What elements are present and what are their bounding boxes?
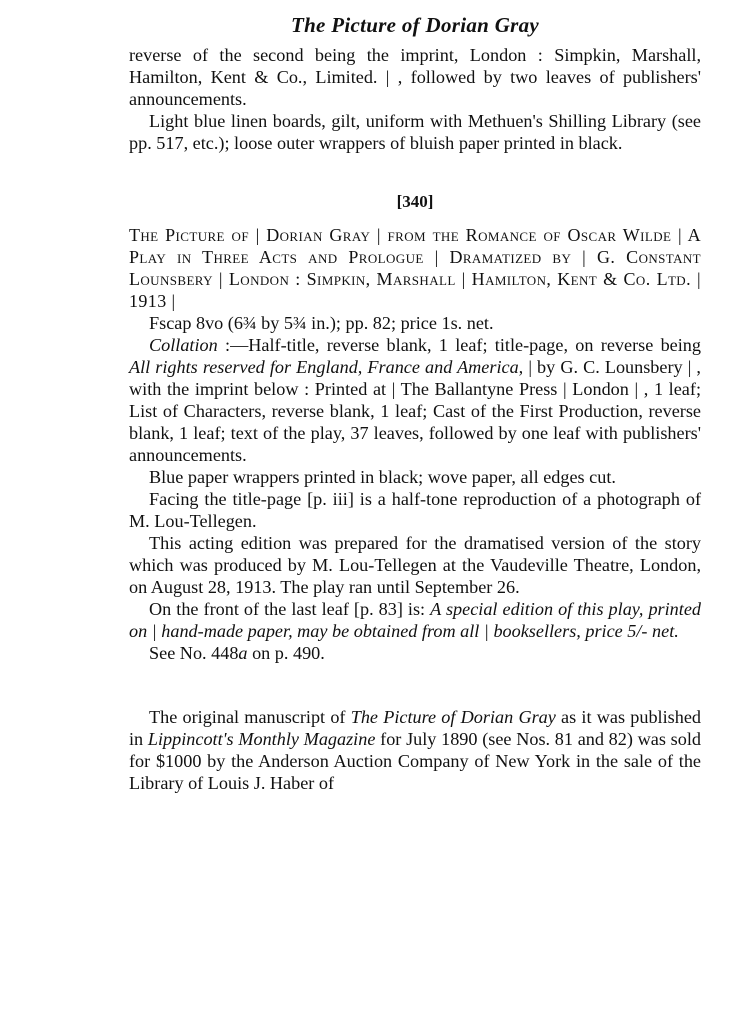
see-text-1: See No. 448	[149, 643, 239, 663]
collation-italic-1: All rights reserved for England, France and America,	[129, 357, 524, 377]
last-leaf-italic: A special edition of this play, printed on | hand-made paper, may be obtained from all | booksellers, price 5/- net.	[129, 599, 701, 641]
collation-text-1: :—Half-title, reverse blank, 1 leaf; title-page, on reverse being	[217, 335, 701, 355]
spacer	[129, 664, 701, 706]
entry-title: The Picture of | Dorian Gray | from the Romance of Oscar Wilde | A Play in Three Acts and Prologue | Dramatized by | G. Constant Lounsbery | London : Simpkin, Marshall | Hamilton, Kent & Co. Ltd. | 1913 |	[129, 225, 701, 311]
closing-text-3: for July 1890 (see Nos. 81 and 82) was sold for $1000 by the Anderson Auction Company of New York in the sale of the Library of Louis J. Haber of	[129, 729, 701, 793]
see-italic: a	[238, 643, 248, 663]
entry-format: Fscap 8vo (6¾ by 5¾ in.); pp. 82; price 1s. net.	[149, 313, 494, 333]
continued-paragraph: reverse of the second being the imprint, London : Simpkin, Marshall, Hamilton, Kent & Co., Limited. | , followed by two leaves of publishers' announcements.	[129, 45, 701, 109]
entry-facing: Facing the title-page [p. iii] is a half-tone reproduction of a photograph of M. Lou-Tellegen.	[129, 489, 701, 531]
closing-text-2: as it was published in	[129, 707, 701, 749]
entry-number: [340]	[396, 192, 434, 211]
see-text-2: on p. 490.	[247, 643, 325, 663]
entry-last-leaf	[129, 598, 701, 642]
running-head: The Picture of Dorian Gray	[290, 13, 540, 37]
binding-paragraph: Light blue linen boards, gilt, uniform with Methuen's Shilling Library (see pp. 517, etc.); loose outer wrappers of bluish paper printed in black.	[129, 111, 701, 153]
entry-collation	[129, 334, 701, 466]
closing-italic-1: The Picture of Dorian Gray	[350, 707, 556, 727]
last-leaf-text: On the front of the last leaf [p. 83] is:	[149, 599, 431, 619]
entry-see-also	[129, 642, 701, 664]
closing-italic-2: Lippincott's Monthly Magazine	[147, 729, 376, 749]
collation-label: Collation	[149, 335, 218, 355]
entry-binding: Blue paper wrappers printed in black; wove paper, all edges cut.	[149, 467, 616, 487]
collation-text-2: | by G. C. Lounsbery | , with the imprint below : Printed at | The Ballantyne Press | London | , 1 leaf; List of Characters, reverse blank, 1 leaf; Cast of the First Production, reverse blank, 1 leaf; text of the play, 37 leaves, followed by one leaf with publishers' announcements.	[129, 357, 701, 465]
closing-text-1: The original manuscript of	[149, 707, 351, 727]
spacer	[129, 154, 701, 190]
book-page	[129, 10, 701, 794]
closing-paragraph	[129, 706, 701, 794]
entry-acting-edition: This acting edition was prepared for the dramatised version of the story which was produced by M. Lou-Tellegen at the Vaudeville Theatre, London, on August 28, 1913. The play ran until September 26.	[129, 533, 701, 597]
